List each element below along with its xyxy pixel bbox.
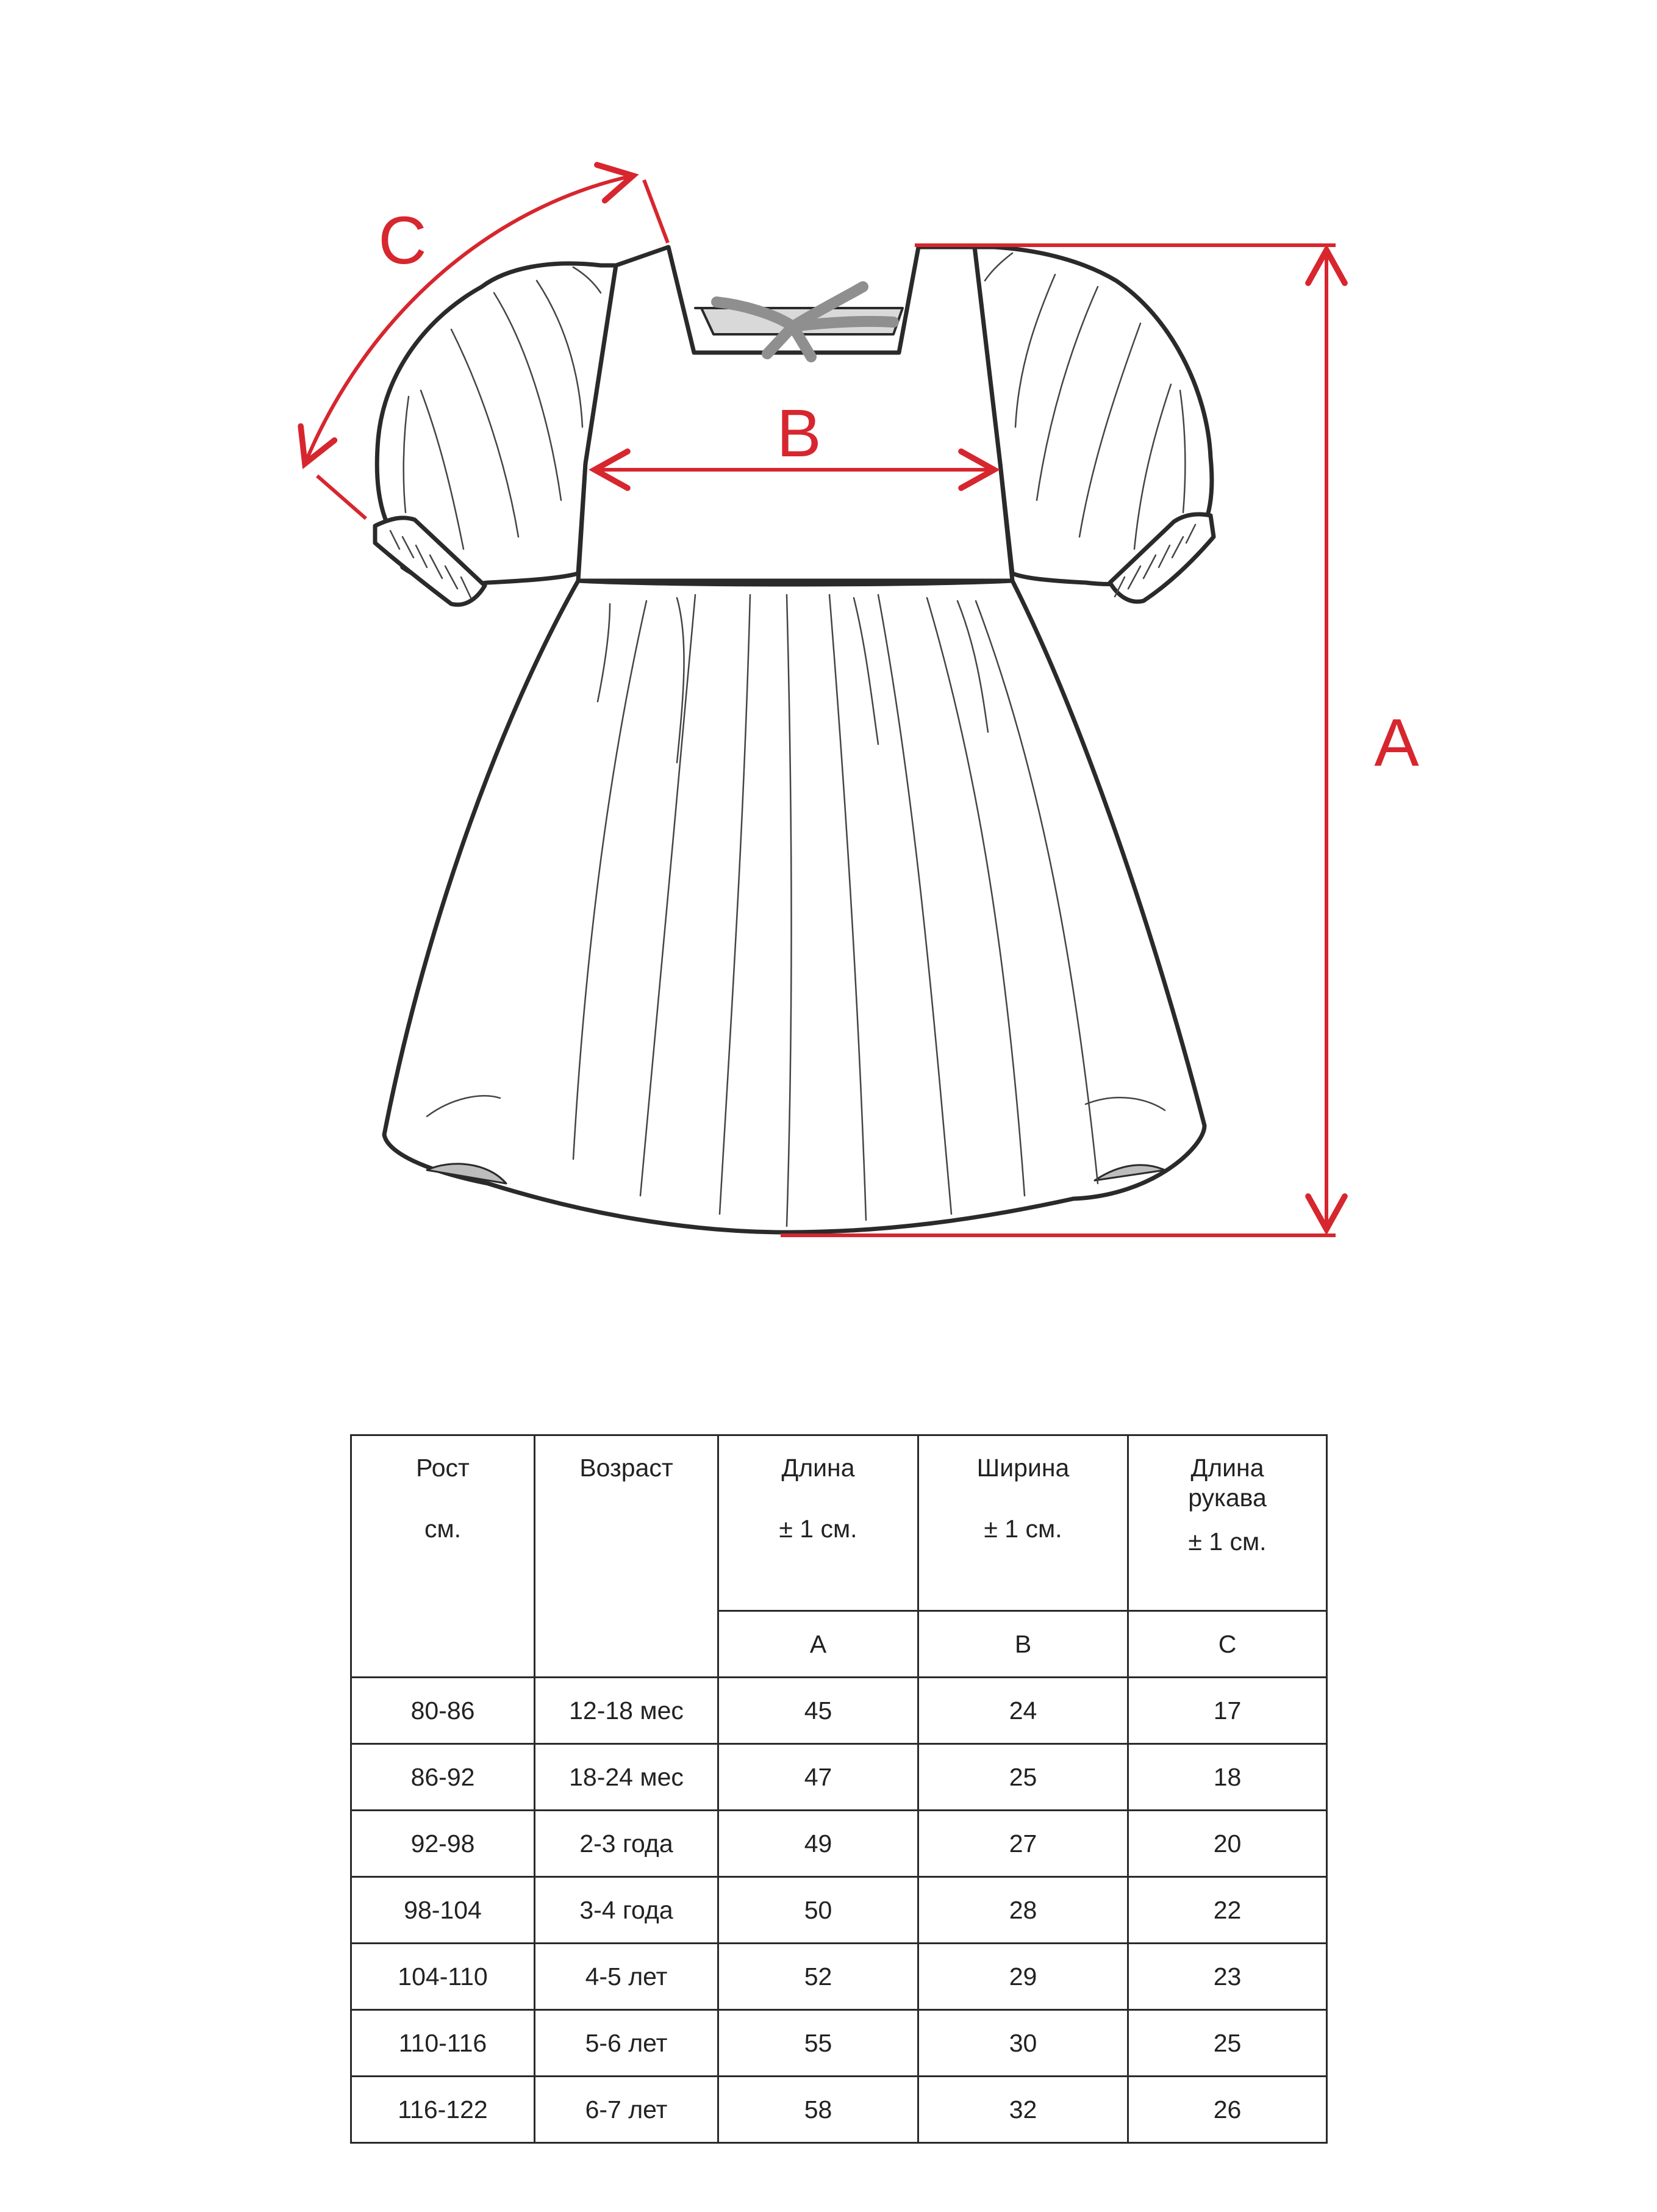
cell-c: 17 (1128, 1678, 1327, 1744)
cell-a: 47 (718, 1744, 918, 1811)
table-header-row (351, 1435, 1327, 1611)
cell-age: 3-4 года (535, 1877, 718, 1944)
header-length: Длина ± 1 см. (718, 1435, 918, 1611)
cell-b: 30 (918, 2010, 1128, 2077)
dimension-label-a: A (1374, 705, 1419, 780)
skirt (384, 581, 1204, 1232)
table-row (351, 2010, 1327, 2077)
header-height: Рост см. (351, 1435, 535, 1678)
letter-b: B (918, 1611, 1128, 1678)
cell-age: 18-24 мес (535, 1744, 718, 1811)
cell-age: 4-5 лет (535, 1944, 718, 2010)
cell-a: 45 (718, 1678, 918, 1744)
cell-age: 5-6 лет (535, 2010, 718, 2077)
cell-height: 116-122 (351, 2077, 535, 2143)
table-row (351, 1744, 1327, 1811)
cell-age: 12-18 мес (535, 1678, 718, 1744)
cell-b: 32 (918, 2077, 1128, 2143)
cell-a: 49 (718, 1811, 918, 1877)
cell-height: 98-104 (351, 1877, 535, 1944)
header-width: Ширина ± 1 см. (918, 1435, 1128, 1611)
cell-c: 23 (1128, 1944, 1327, 2010)
cell-age: 2-3 года (535, 1811, 718, 1877)
dress-outline (375, 247, 1214, 1232)
cell-b: 24 (918, 1678, 1128, 1744)
dimension-label-b: B (776, 396, 821, 471)
cell-c: 25 (1128, 2010, 1327, 2077)
cell-b: 25 (918, 1744, 1128, 1811)
letter-a: A (718, 1611, 918, 1678)
cell-height: 110-116 (351, 2010, 535, 2077)
cell-a: 52 (718, 1944, 918, 2010)
cell-height: 80-86 (351, 1678, 535, 1744)
cell-c: 26 (1128, 2077, 1327, 2143)
cell-b: 28 (918, 1877, 1128, 1944)
cell-b: 27 (918, 1811, 1128, 1877)
dimension-label-c: C (378, 203, 427, 278)
size-table (350, 1434, 1328, 2144)
cell-height: 104-110 (351, 1944, 535, 2010)
cell-a: 55 (718, 2010, 918, 2077)
cell-c: 22 (1128, 1877, 1327, 1944)
cell-height: 86-92 (351, 1744, 535, 1811)
table-row (351, 1678, 1327, 1744)
table-row (351, 1811, 1327, 1877)
table-row (351, 2077, 1327, 2143)
cell-c: 20 (1128, 1811, 1327, 1877)
cell-b: 29 (918, 1944, 1128, 2010)
table-body (351, 1678, 1327, 2143)
cell-a: 58 (718, 2077, 918, 2143)
cell-a: 50 (718, 1877, 918, 1944)
cell-height: 92-98 (351, 1811, 535, 1877)
header-age: Возраст (535, 1435, 718, 1678)
table-row (351, 1877, 1327, 1944)
header-sleeve-length: Длина рукава ± 1 см. (1128, 1435, 1327, 1611)
cell-age: 6-7 лет (535, 2077, 718, 2143)
cell-c: 18 (1128, 1744, 1327, 1811)
letter-c: C (1128, 1611, 1327, 1678)
table-row (351, 1944, 1327, 2010)
